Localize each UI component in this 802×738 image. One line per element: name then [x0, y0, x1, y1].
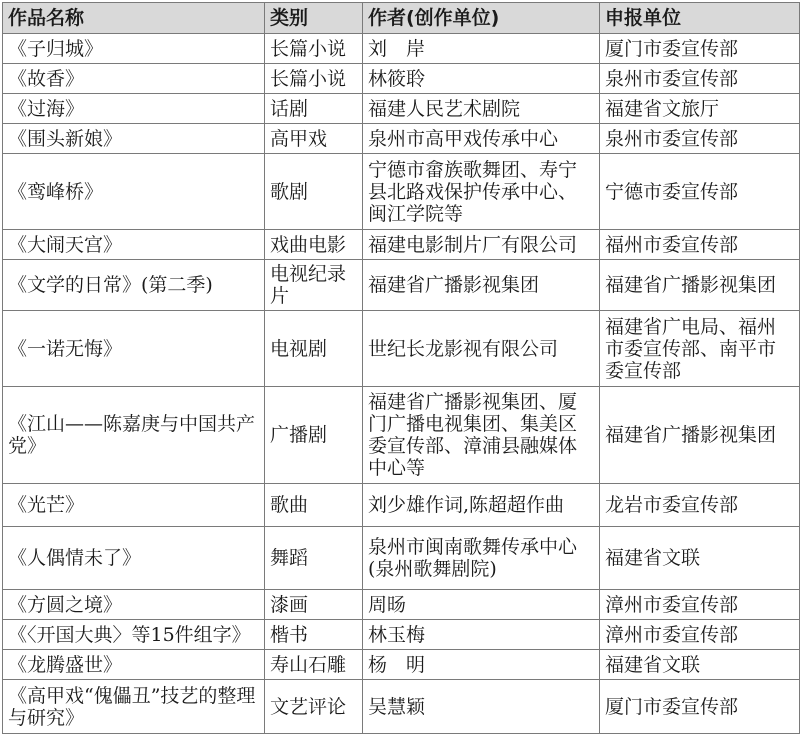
- cell-author: 世纪长龙影视有限公司: [363, 311, 600, 387]
- table-row: [3, 124, 800, 154]
- cell-work-name: 《一诺无悔》: [3, 311, 265, 387]
- cell-category: 文艺评论: [265, 680, 363, 734]
- table-header-row: [3, 3, 800, 34]
- cell-unit: 福建省广电局、福州市委宣传部、南平市委宣传部: [600, 311, 800, 387]
- cell-author: 林筱聆: [363, 64, 600, 94]
- cell-author: 福建电影制片厂有限公司: [363, 230, 600, 260]
- cell-unit: 泉州市委宣传部: [600, 64, 800, 94]
- cell-category: 舞蹈: [265, 527, 363, 590]
- award-table: [2, 2, 800, 734]
- cell-work-name: 《故香》: [3, 64, 265, 94]
- cell-work-name: 《龙腾盛世》: [3, 650, 265, 680]
- header-author: 作者(创作单位): [363, 3, 600, 34]
- table-row: [3, 387, 800, 484]
- table-row: [3, 230, 800, 260]
- cell-unit: 福建省文联: [600, 650, 800, 680]
- cell-work-name: 《江山——陈嘉庚与中国共产党》: [3, 387, 265, 484]
- cell-category: 电视剧: [265, 311, 363, 387]
- cell-category: 电视纪录片: [265, 260, 363, 311]
- table-row: [3, 154, 800, 230]
- cell-author: 泉州市高甲戏传承中心: [363, 124, 600, 154]
- table-row: [3, 311, 800, 387]
- cell-unit: 龙岩市委宣传部: [600, 484, 800, 527]
- cell-unit: 厦门市委宣传部: [600, 680, 800, 734]
- cell-category: 寿山石雕: [265, 650, 363, 680]
- table-row: [3, 680, 800, 734]
- table-row: [3, 590, 800, 620]
- cell-author: 周旸: [363, 590, 600, 620]
- table-row: [3, 64, 800, 94]
- cell-unit: 福建省文联: [600, 527, 800, 590]
- cell-unit: 福建省广播影视集团: [600, 387, 800, 484]
- table-row: [3, 650, 800, 680]
- cell-unit: 漳州市委宣传部: [600, 590, 800, 620]
- cell-author: 杨 明: [363, 650, 600, 680]
- cell-author: 泉州市闽南歌舞传承中心(泉州歌舞剧院): [363, 527, 600, 590]
- cell-unit: 福建省文旅厅: [600, 94, 800, 124]
- cell-author: 福建省广播影视集团、厦门广播电视集团、集美区委宣传部、漳浦县融媒体中心等: [363, 387, 600, 484]
- cell-unit: 漳州市委宣传部: [600, 620, 800, 650]
- cell-work-name: 《文学的日常》(第二季): [3, 260, 265, 311]
- cell-author: 林玉梅: [363, 620, 600, 650]
- cell-work-name: 《鸾峰桥》: [3, 154, 265, 230]
- cell-work-name: 《过海》: [3, 94, 265, 124]
- cell-work-name: 《高甲戏“傀儡丑”技艺的整理与研究》: [3, 680, 265, 734]
- cell-category: 戏曲电影: [265, 230, 363, 260]
- cell-category: 漆画: [265, 590, 363, 620]
- cell-work-name: 《大闹天宫》: [3, 230, 265, 260]
- cell-work-name: 《光芒》: [3, 484, 265, 527]
- cell-author: 吴慧颖: [363, 680, 600, 734]
- cell-unit: 泉州市委宣传部: [600, 124, 800, 154]
- cell-unit: 宁德市委宣传部: [600, 154, 800, 230]
- cell-category: 歌剧: [265, 154, 363, 230]
- cell-work-name: 《人偶情未了》: [3, 527, 265, 590]
- cell-author: 刘 岸: [363, 34, 600, 64]
- cell-author: 刘少雄作词,陈超超作曲: [363, 484, 600, 527]
- cell-unit: 厦门市委宣传部: [600, 34, 800, 64]
- header-work-name: 作品名称: [3, 3, 265, 34]
- table-row: [3, 260, 800, 311]
- table-row: [3, 527, 800, 590]
- cell-category: 高甲戏: [265, 124, 363, 154]
- cell-unit: 福州市委宣传部: [600, 230, 800, 260]
- cell-work-name: 《围头新娘》: [3, 124, 265, 154]
- table-row: [3, 620, 800, 650]
- cell-category: 长篇小说: [265, 64, 363, 94]
- cell-category: 长篇小说: [265, 34, 363, 64]
- table-row: [3, 34, 800, 64]
- cell-category: 广播剧: [265, 387, 363, 484]
- header-category: 类别: [265, 3, 363, 34]
- cell-category: 话剧: [265, 94, 363, 124]
- cell-category: 楷书: [265, 620, 363, 650]
- cell-work-name: 《〈开国大典〉等15件组字》: [3, 620, 265, 650]
- table-row: [3, 484, 800, 527]
- cell-author: 宁德市畲族歌舞团、寿宁县北路戏保护传承中心、闽江学院等: [363, 154, 600, 230]
- cell-author: 福建人民艺术剧院: [363, 94, 600, 124]
- cell-work-name: 《子归城》: [3, 34, 265, 64]
- cell-author: 福建省广播影视集团: [363, 260, 600, 311]
- cell-category: 歌曲: [265, 484, 363, 527]
- table-row: [3, 94, 800, 124]
- cell-work-name: 《方圆之境》: [3, 590, 265, 620]
- header-unit: 申报单位: [600, 3, 800, 34]
- cell-unit: 福建省广播影视集团: [600, 260, 800, 311]
